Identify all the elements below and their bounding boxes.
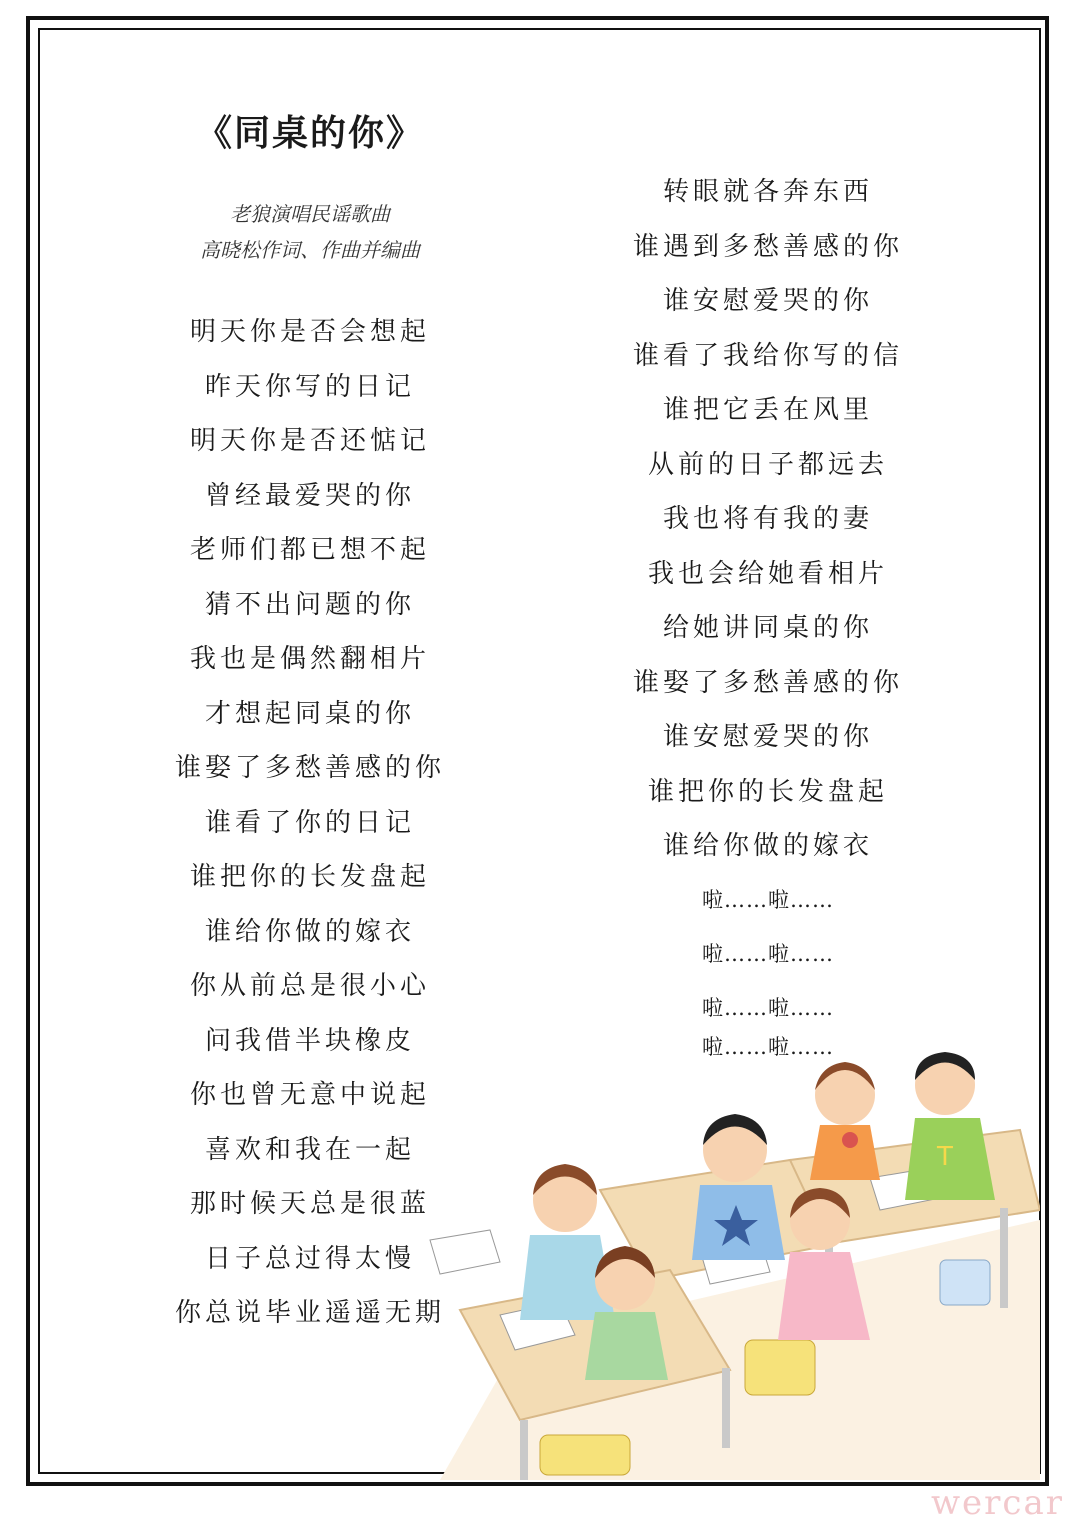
- la-line: 啦……啦……: [702, 888, 834, 912]
- lyric-line: 谁给你做的嫁衣: [662, 831, 873, 861]
- lyric-line: 明天你是否会想起: [189, 317, 430, 347]
- la-line: 啦……啦……: [702, 942, 834, 966]
- lyric-line: 你总说毕业遥遥无期: [174, 1298, 445, 1328]
- watermark: wercar: [930, 1483, 1064, 1523]
- lyric-line: 给她讲同桌的你: [662, 613, 873, 643]
- lyric-line: 猜不出问题的你: [204, 589, 415, 620]
- lyric-line: 明天你是否还惦记: [189, 426, 430, 456]
- la-line: 啦……啦……: [702, 1035, 834, 1059]
- lyric-line: 老师们都已想不起: [189, 535, 430, 565]
- page-title: 《同桌的你》: [195, 112, 424, 154]
- lyric-line: 谁给你做的嫁衣: [204, 916, 415, 947]
- lyric-line: 谁安慰爱哭的你: [662, 286, 873, 316]
- lyric-line: 日子总过得太慢: [204, 1243, 415, 1274]
- lyric-line: 那时候天总是很蓝: [189, 1189, 430, 1219]
- lyric-line: 问我借半块橡皮: [204, 1025, 415, 1056]
- lyric-line: 谁把它丢在风里: [662, 395, 873, 425]
- subtitle-credits: 高晓松作词、作曲并编曲: [200, 238, 420, 262]
- lyric-line: 昨天你写的日记: [204, 371, 415, 402]
- lyric-line: 谁娶了多愁善感的你: [632, 667, 903, 698]
- lyric-line: 曾经最爱哭的你: [204, 480, 415, 511]
- lyric-line: 才想起同桌的你: [204, 698, 415, 729]
- lyric-line: 谁娶了多愁善感的你: [174, 753, 445, 783]
- subtitle-singer: 老狼演唱民谣歌曲: [230, 202, 390, 226]
- lyric-line: 我也是偶然翻相片: [189, 644, 430, 674]
- lyric-line: 转眼就各奔东西: [662, 177, 873, 207]
- lyric-line: 你也曾无意中说起: [189, 1080, 430, 1110]
- classroom-children-illustration-icon: [400, 1040, 1040, 1480]
- lyric-line: 谁看了你的日记: [204, 807, 415, 838]
- svg-text:T: T: [937, 1142, 953, 1172]
- lyric-line: 谁把你的长发盘起: [189, 862, 430, 892]
- la-line: 啦……啦……: [702, 996, 834, 1020]
- lyric-line: 你从前总是很小心: [189, 971, 430, 1001]
- lyrics-right-column: [568, 165, 968, 874]
- lyric-line: 谁把你的长发盘起: [647, 776, 888, 807]
- lyric-line: 我也会给她看相片: [647, 558, 888, 589]
- lyric-line: 谁看了我给你写的信: [632, 340, 903, 371]
- lyric-line: 我也将有我的妻: [662, 504, 873, 534]
- lyric-line: 从前的日子都远去: [647, 449, 888, 480]
- lyric-line: 谁遇到多愁善感的你: [632, 231, 903, 262]
- lyric-line: 喜欢和我在一起: [204, 1134, 415, 1165]
- lyric-line: 谁安慰爱哭的你: [662, 722, 873, 752]
